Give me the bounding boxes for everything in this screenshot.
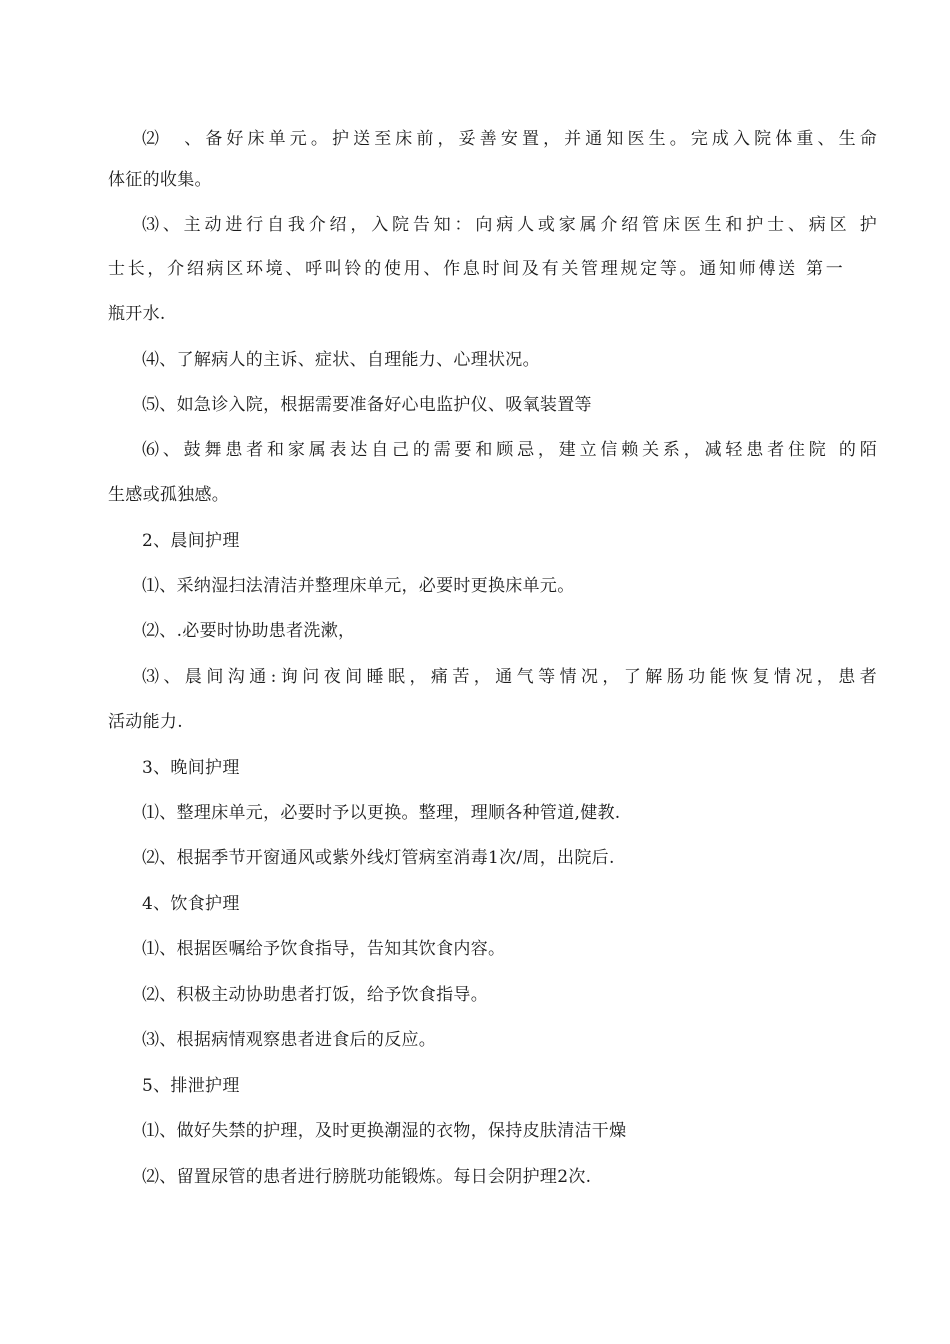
section-heading: 2、晨间护理 — [142, 531, 240, 551]
paragraph-line: ⑴、采纳湿扫法清洁并整理床单元，必要时更换床单元。 — [142, 576, 575, 596]
paragraph-line: 活动能力. — [108, 712, 183, 732]
section-heading: 4、饮食护理 — [142, 894, 240, 914]
paragraph-line: ⑶、根据病情观察患者进食后的反应。 — [142, 1030, 437, 1050]
paragraph-line: ⑵、.必要时协助患者洗漱， — [142, 621, 356, 641]
paragraph-line: ⑵、根据季节开窗通风或紫外线灯管病室消毒1次/周，出院后. — [142, 848, 615, 868]
section-heading: 3、晚间护理 — [142, 758, 240, 778]
paragraph-line: 瓶开水. — [108, 304, 166, 324]
paragraph-line: ⑶、主动进行自我介绍，入院告知：向病人或家属介绍管床医生和护士、病区 护 — [142, 215, 877, 235]
paragraph-line: ⑵、留置尿管的患者进行膀胱功能锻炼。每日会阴护理2次. — [142, 1167, 592, 1187]
paragraph-line: ⑹、鼓舞患者和家属表达自己的需要和顾忌，建立信赖关系，减轻患者住院 的陌 — [142, 440, 877, 460]
paragraph-line: ⑶、晨间沟通:询问夜间睡眠，痛苦，通气等情况，了解肠功能恢复情况，患者 — [142, 667, 877, 687]
paragraph-line: ⑵、积极主动协助患者打饭，给予饮食指导。 — [142, 985, 488, 1005]
section-heading: 5、排泄护理 — [142, 1076, 240, 1096]
paragraph-line: 生感或孤独感。 — [108, 485, 230, 505]
paragraph-line: ⑴、做好失禁的护理，及时更换潮湿的衣物，保持皮肤清洁干燥 — [142, 1121, 627, 1141]
paragraph-line: ⑸、如急诊入院，根据需要准备好心电监护仪、吸氧装置等 — [142, 395, 592, 415]
paragraph-line: 体征的收集。 — [108, 170, 212, 190]
paragraph-line: ⑷、了解病人的主诉、症状、自理能力、心理状况。 — [142, 350, 540, 370]
paragraph-line: ⑴、整理床单元，必要时予以更换。整理，理顺各种管道,健教. — [142, 803, 621, 823]
paragraph-line: 士长，介绍病区环境、呼叫铃的使用、作息时间及有关管理规定等。通知师傅送 第一 — [108, 259, 843, 279]
paragraph-line: ⑴、根据医嘱给予饮食指导，告知其饮食内容。 — [142, 939, 506, 959]
paragraph-line: ⑵ 、备好床单元。护送至床前，妥善安置，并通知医生。完成入院体重、生命 — [142, 129, 877, 149]
